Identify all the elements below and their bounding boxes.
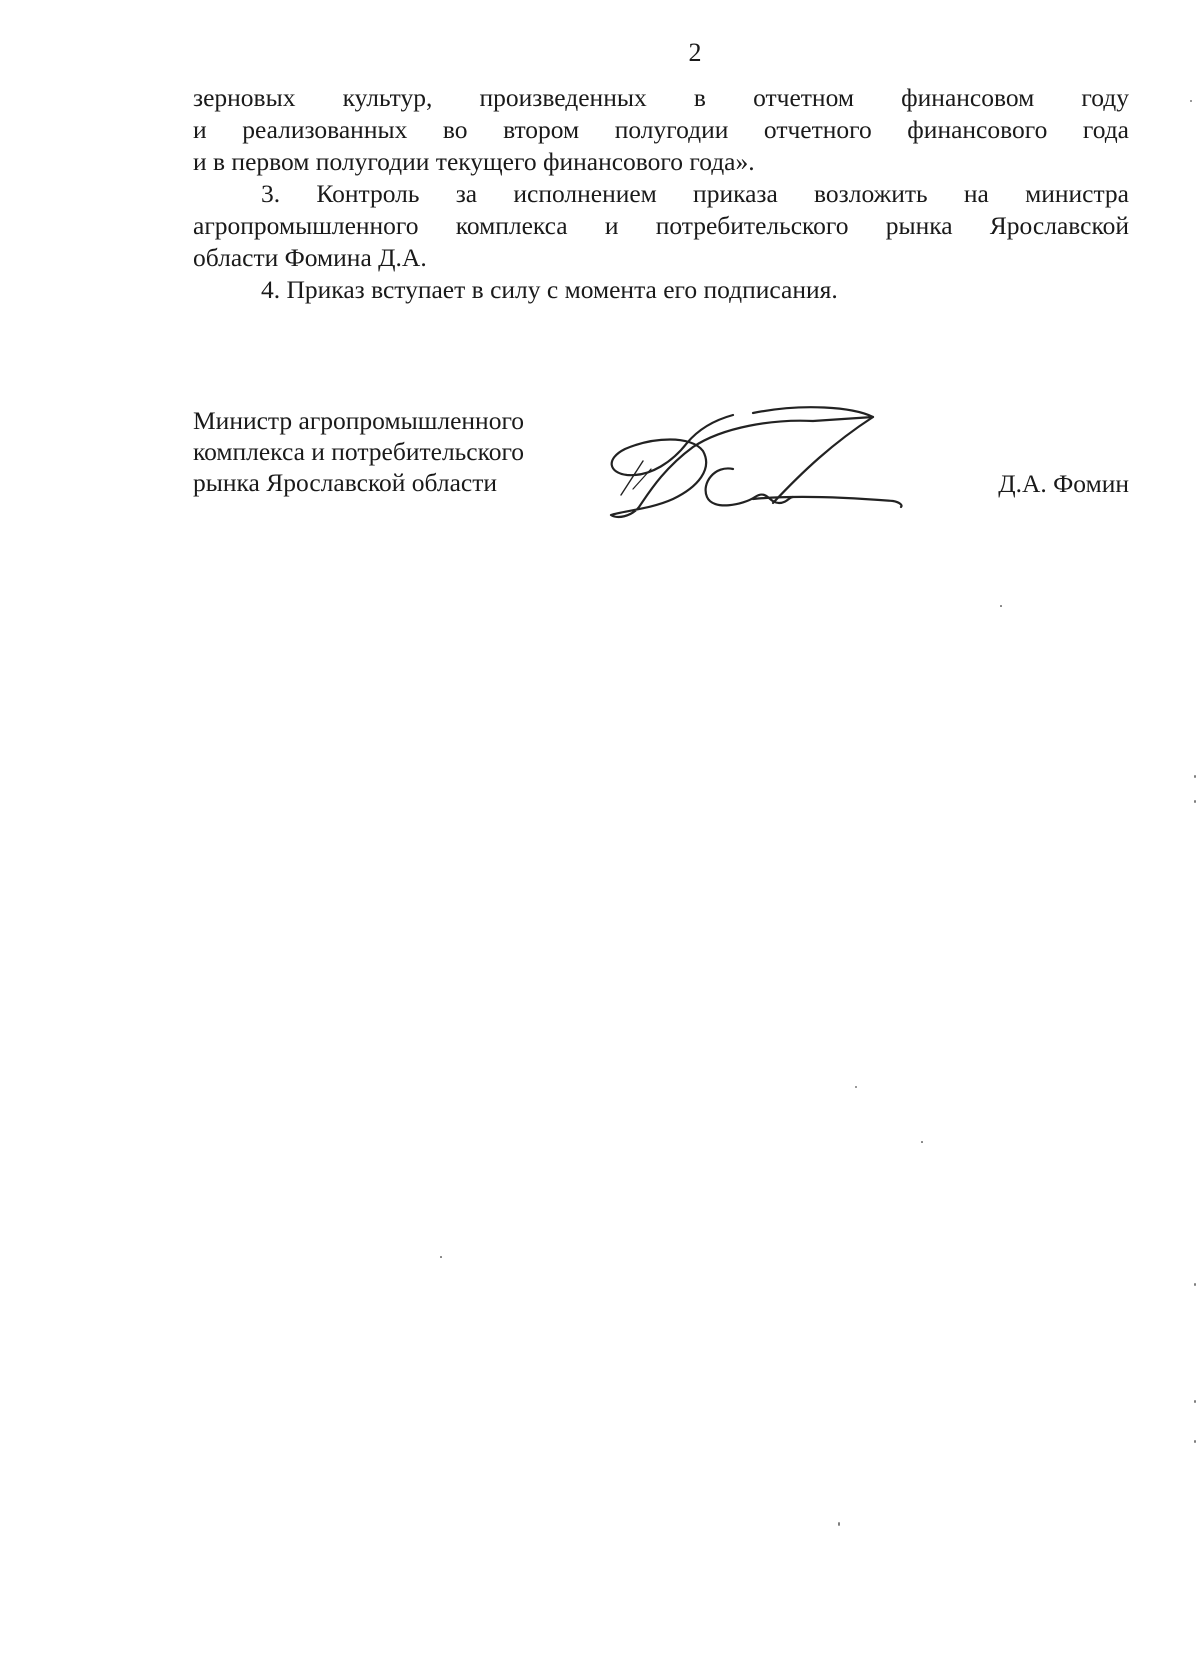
signer-name: Д.А. Фомин: [998, 469, 1129, 498]
scan-speck: [855, 1086, 857, 1088]
text-line: 3. Контроль за исполнением приказа возложить на министра: [261, 179, 1129, 208]
paragraph-item-4: [193, 274, 1129, 306]
text-line: и в первом полугодии текущего финансового года».: [193, 147, 755, 176]
scan-speck: [1194, 1440, 1196, 1443]
scan-speck: [1194, 800, 1196, 803]
page-number: 2: [688, 38, 702, 67]
scan-speck: [440, 1256, 442, 1258]
signer-position-line: Министр агропромышленного: [193, 406, 525, 435]
scan-speck: [921, 1141, 923, 1143]
text-line: области Фомина Д.А.: [193, 243, 427, 272]
document-body: [193, 82, 1129, 306]
signature-block: [193, 405, 1129, 535]
text-line: зерновых культур, произведенных в отчетном финансовом году: [193, 83, 1129, 112]
scan-speck: [1000, 605, 1002, 607]
scan-speck: [1194, 1283, 1196, 1286]
paragraph-item-3: [193, 178, 1129, 274]
handwritten-signature: [603, 399, 923, 529]
scan-speck: [1194, 1400, 1196, 1403]
signer-position-line: комплекса и потребительского: [193, 437, 525, 466]
text-line: 4. Приказ вступает в силу с момента его подписания.: [261, 275, 838, 304]
scan-speck: [1190, 100, 1192, 102]
signer-position-line: рынка Ярославской области: [193, 468, 498, 497]
text-line: и реализованных во втором полугодии отчетного финансового года: [193, 115, 1129, 144]
text-line: агропромышленного комплекса и потребительского рынка Ярославской: [193, 211, 1129, 240]
signer-position: [193, 405, 524, 498]
paragraph-continuation: [193, 82, 1129, 178]
scan-speck: [838, 1522, 840, 1526]
scan-speck: [1194, 775, 1196, 778]
